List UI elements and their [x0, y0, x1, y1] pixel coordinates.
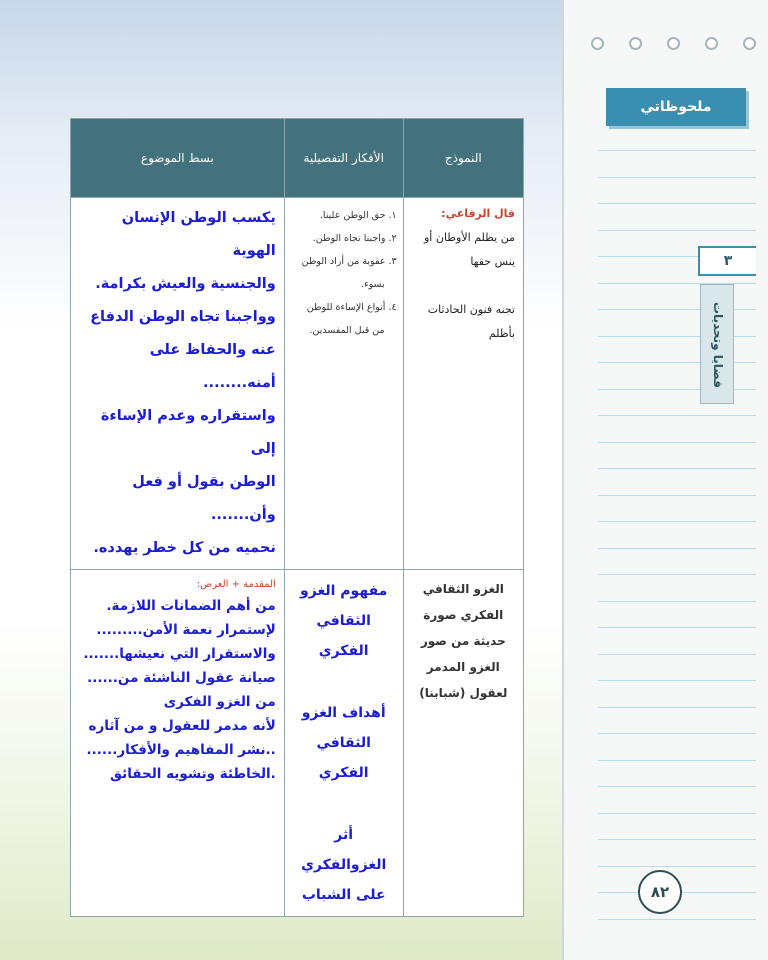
handwritten-line: ..نشر المفاهيم والأفكار...... [86, 742, 276, 758]
quote-label: قال الرفاعي: [441, 207, 515, 220]
cell-model [403, 570, 523, 917]
idea-item: بسوء. [361, 279, 385, 290]
handwritten-line: أهداف الغزو [301, 705, 386, 721]
handwritten-line: مفهوم الغزو [300, 583, 388, 599]
ruled-line [598, 495, 756, 496]
handwritten-line: عنه والحفاظ على أمنه........ [149, 342, 276, 391]
handwritten-line: من أهم الضمانات اللازمة. [106, 598, 276, 614]
handwritten-line: الوطن بقول أو فعل وأن....... [132, 474, 276, 523]
table-header-row [71, 119, 524, 198]
ruled-line [598, 654, 756, 655]
cell-ideas [284, 570, 403, 917]
handwritten-line: .الخاطئة وتشويه الحقائق [109, 766, 276, 782]
binder-hole-icon [591, 37, 604, 50]
handwritten-line: الثقافي الفكري [316, 735, 371, 781]
unit-title: قضايا وتحديات [711, 302, 725, 388]
notes-tab: ملحوظاتي [606, 88, 746, 126]
ruled-line [598, 707, 756, 708]
binder-hole-icon [743, 37, 756, 50]
idea-item: ١. حق الوطن علينا. [319, 210, 397, 221]
model-line: الغزو المدمر [426, 660, 500, 674]
idea-item: ٤. أنواع الإساءة للوطن [306, 302, 397, 313]
table-row [71, 198, 524, 570]
ruled-line [598, 786, 756, 787]
cell-body [71, 570, 285, 917]
handwritten-line: أثر الغزوالفكري [301, 827, 387, 873]
binder-hole-icon [705, 37, 718, 50]
handwritten-line: من الغزو الفكرى [163, 694, 276, 710]
ruled-line [598, 574, 756, 575]
model-line: الفكري صورة [423, 608, 504, 622]
quote-line: من يظلم الأوطان أو [424, 231, 515, 244]
intro-label: المقدمة + العرض: [196, 579, 276, 590]
handwritten-line: لإستمرار نعمة الأمن......... [96, 622, 276, 638]
handwritten-line: والجنسية والعيش بكرامة. [95, 276, 276, 292]
binder-hole-icon [667, 37, 680, 50]
handwritten-line: على الشباب [301, 887, 386, 903]
unit-number: ٣ [698, 246, 756, 276]
ruled-line [598, 919, 756, 920]
handwritten-line: وواجبنا تجاه الوطن الدفاع [90, 309, 276, 325]
handwritten-line: واستقراره وعدم الإساءة إلى [100, 408, 276, 457]
handwritten-line: الثقافي الفكري [316, 613, 371, 659]
handwritten-line: يكسب الوطن الإنسان الهوية [121, 210, 276, 259]
idea-item: ٣. عقوبة من أراد الوطن [301, 256, 397, 267]
unit-spine [700, 284, 734, 404]
cell-ideas [284, 198, 403, 570]
page-number: ٨٢ [638, 870, 682, 914]
ruled-line [598, 548, 756, 549]
ruled-line [598, 680, 756, 681]
quote-line: ينس حقها [470, 255, 515, 268]
ruled-line [598, 468, 756, 469]
cell-body [71, 198, 285, 570]
ruled-line [598, 760, 756, 761]
notes-strip [562, 0, 768, 960]
header-ideas: الأفكار التفصيلية [284, 119, 403, 198]
handwritten-line: والاستقرار التي نعيشها....... [83, 646, 276, 662]
ruled-line [598, 177, 756, 178]
header-model: النموذج [403, 119, 523, 198]
essay-plan-table [70, 118, 524, 917]
ruled-line [598, 415, 756, 416]
quote-line: تجنه فنون الحادثات [427, 303, 515, 316]
ruled-line [598, 813, 756, 814]
model-line: حديثة من صور [420, 634, 506, 648]
ruled-line [598, 839, 756, 840]
ruled-line [598, 627, 756, 628]
header-body: بسط الموضوع [71, 119, 285, 198]
model-line: الغزو الثقافي [422, 582, 504, 596]
idea-item: من قبل المفسدين. [309, 325, 385, 336]
ruled-line [598, 866, 756, 867]
ruled-line [598, 442, 756, 443]
binder-hole-icon [629, 37, 642, 50]
idea-item: ٢. واجبنا تجاه الوطن. [312, 233, 397, 244]
handwritten-line: صيانة عقول الناشئة من...... [87, 670, 276, 686]
cell-model [403, 198, 523, 570]
ruled-line [598, 230, 756, 231]
idea-block [293, 576, 395, 666]
ruled-line [598, 601, 756, 602]
idea-block [293, 820, 395, 910]
idea-block [293, 698, 395, 788]
handwritten-line: لأنه مدمر للعقول و من آثاره [88, 718, 276, 734]
quote-line: بأظلم [488, 327, 515, 340]
handwritten-line: نحميه من كل خطر يهدده. [93, 540, 276, 556]
ruled-line [598, 733, 756, 734]
ruled-line [598, 521, 756, 522]
table-row [71, 570, 524, 917]
ruled-line [598, 150, 756, 151]
ruled-line [598, 203, 756, 204]
model-line: لعقول (شبابنا) [419, 686, 508, 700]
